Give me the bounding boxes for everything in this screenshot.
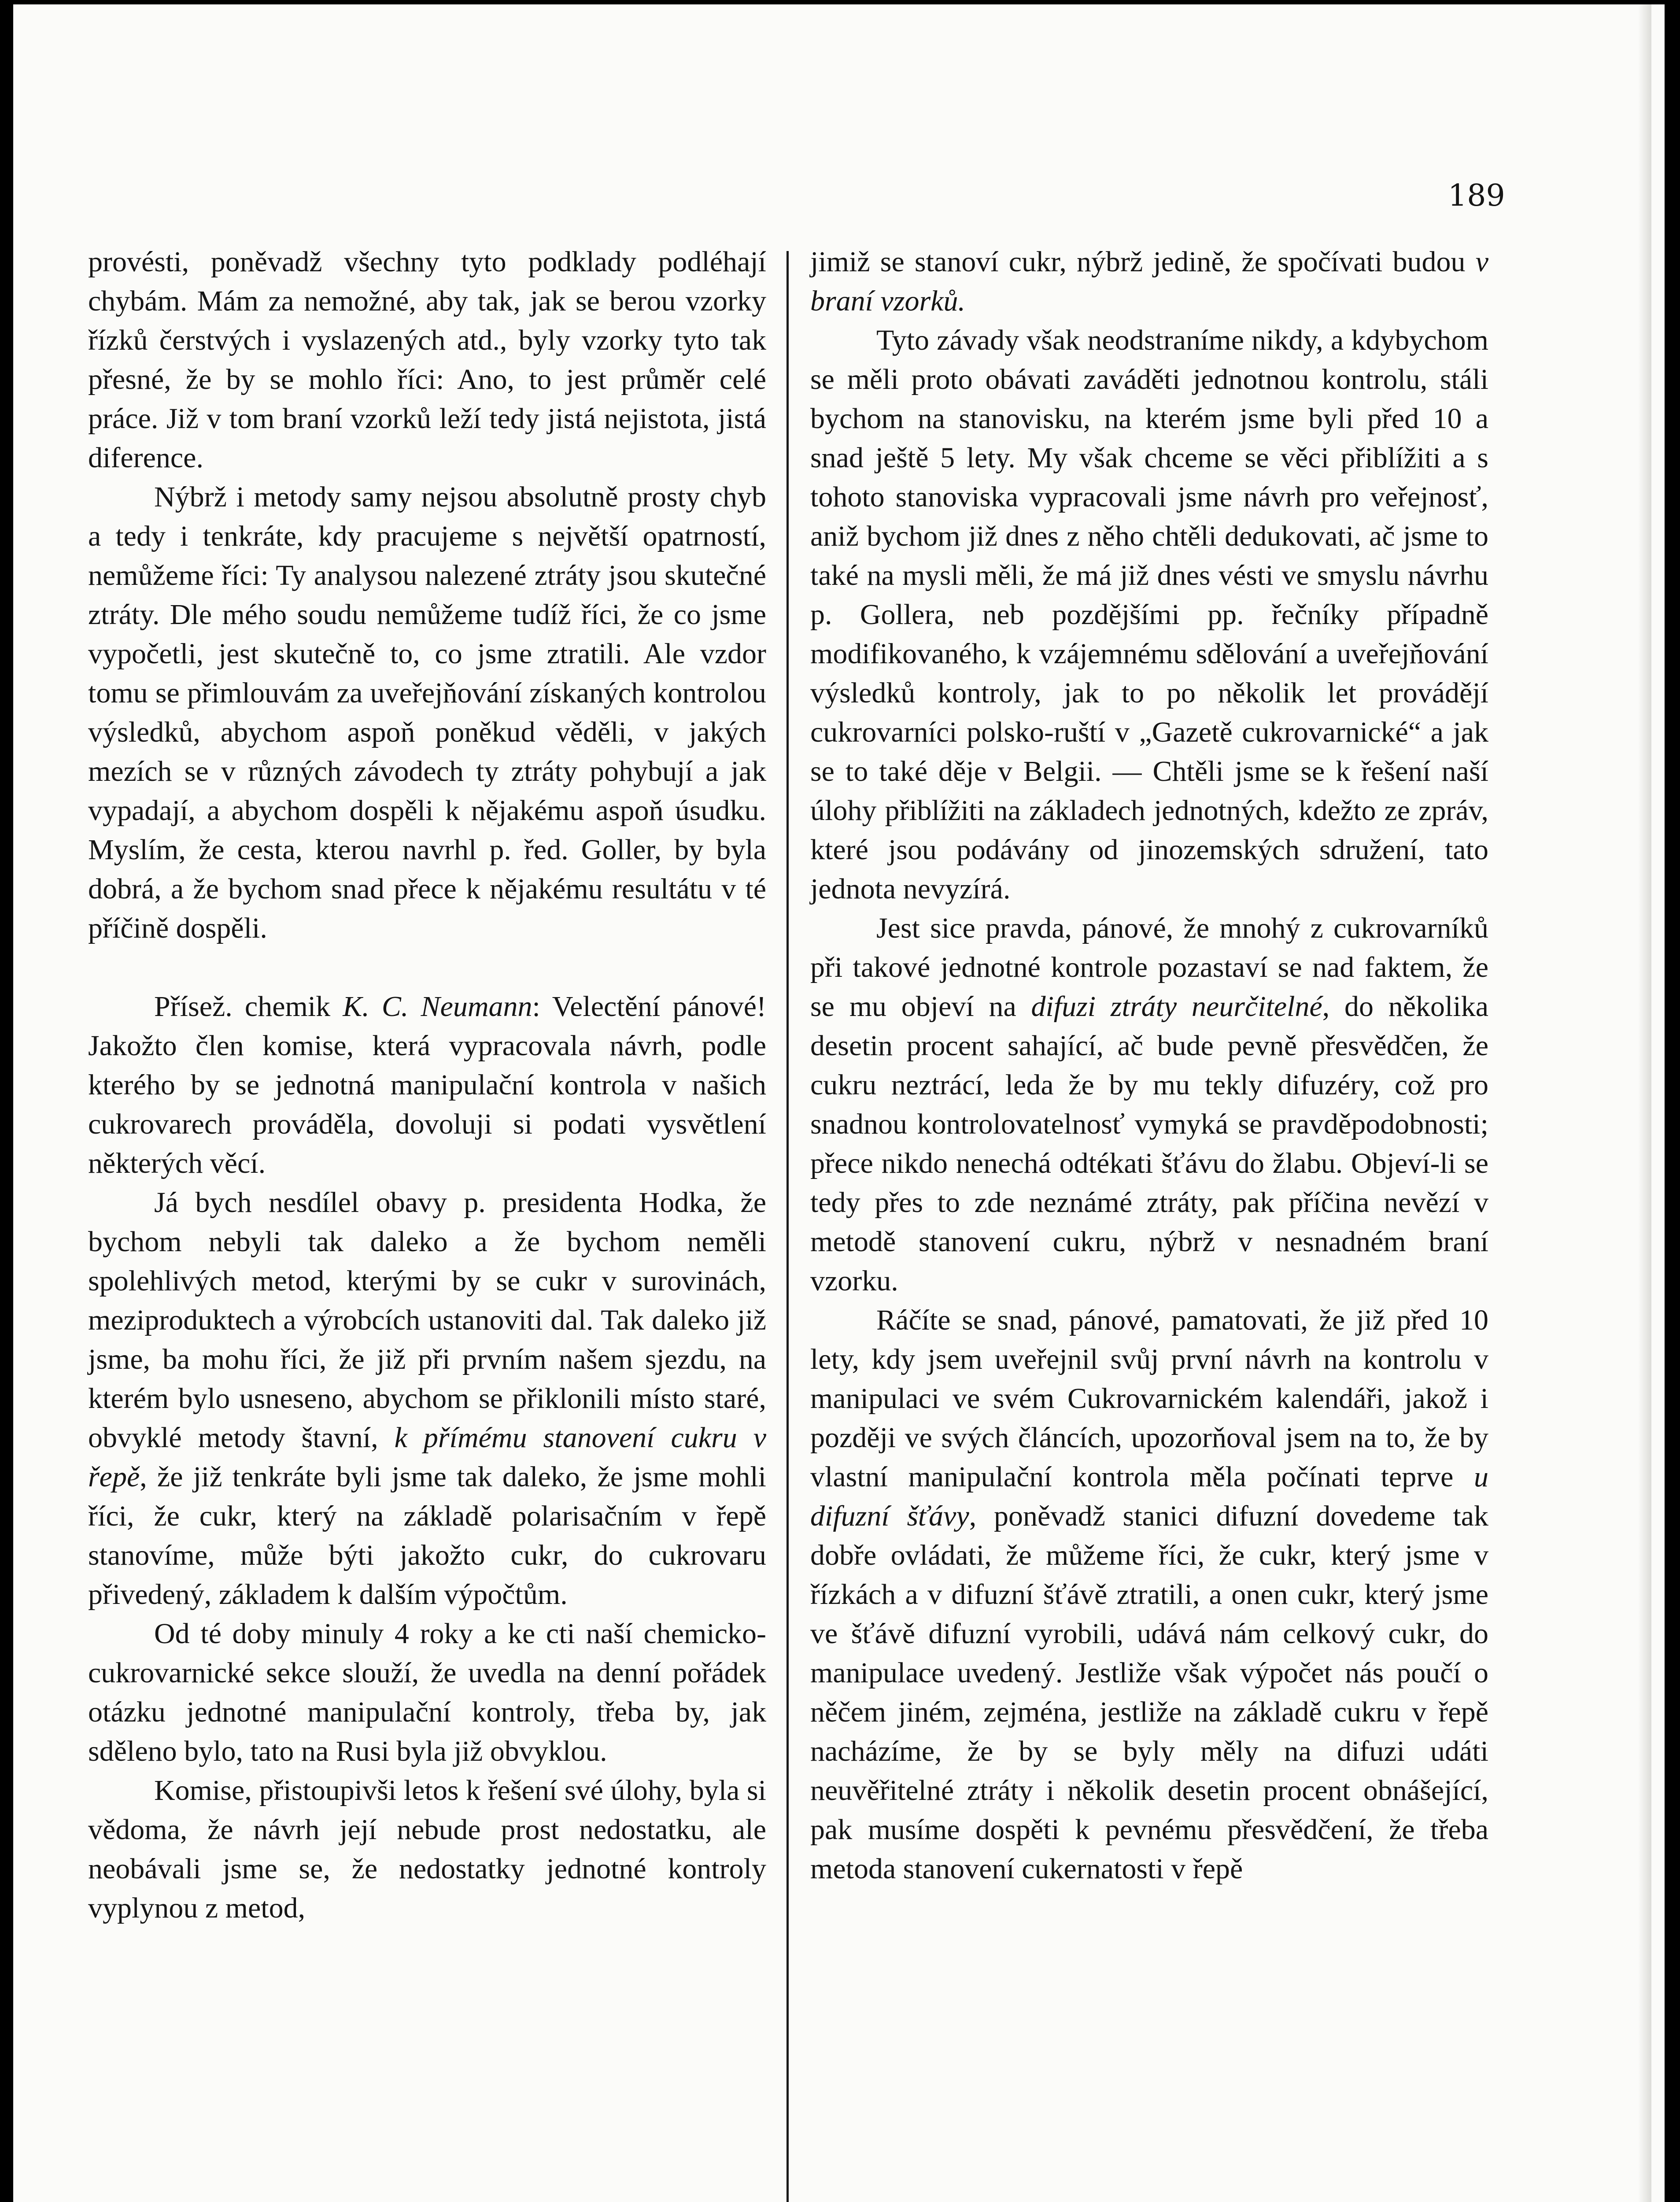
emphasis-text: v braní vzorků. bbox=[810, 246, 1488, 317]
paragraph-text: Ráčíte se snad, pánové, pamatovati, že již před 10 lety, kdy jsem uveřejnil svůj první návrh na kontrolu v manipulaci ve svém Cukrovarnickém kalendáři, jakož i později ve svých článcích, upozorňoval jsem na to, že by vlastní manipulační kontrola měla počínati teprve bbox=[810, 1304, 1488, 1493]
speaker-intro: Přísež. chemik bbox=[154, 990, 343, 1023]
paragraph-text: jimiž se stanoví cukr, nýbrž jedině, že spočívati budou bbox=[810, 246, 1476, 278]
speech-text: : Velectění pánové! Jakožto člen komise, která vypracovala návrh, podle kterého by se jednotná manipulační kontrola v našich cukrovarech prováděla, dovoluji si podati vysvětlení některých věcí. bbox=[88, 990, 766, 1179]
speaker-name: K. C. Neumann bbox=[343, 990, 532, 1023]
paragraph: Nýbrž i metody samy nejsou absolutně prosty chyb a tedy i tenkráte, kdy pracujeme s největší opatrností, nemůžeme říci: Ty analysou nalezené ztráty jsou skutečné ztráty. Dle mého soudu nemůžeme tudíž říci, že co jsme vypočetli, jest skutečně to, co jsme ztratili. Ale vzdor tomu se přimlouvám za uveřejňování získaných kontrolou výsledků, abychom aspoň poněkud věděli, v jakých mezích se v různých závodech ty ztráty pohybují a jak vypadají, a abychom dospěli k nějakému aspoň úsudku. Myslím, že cesta, kterou navrhl p. řed. Goller, by byla dobrá, a že bychom snad přece k nějakému resultátu v té příčině dospěli. bbox=[88, 481, 766, 944]
page-edge-shadow bbox=[1638, 4, 1651, 2202]
paragraph-text: , že již tenkráte byli jsme tak daleko, že jsme mohli říci, že cukr, který na základě polarisačním v řepě stanovíme, může býti jakožto cukr, do cukrovaru přivedený, základem k dalším výpočtům. bbox=[88, 1461, 766, 1611]
paragraph: Tyto závady však neodstraníme nikdy, a kdybychom se měli proto obávati zaváděti jednotnou kontrolu, stáli bychom na stanovisku, na kterém jsme byli před 10 a snad ještě 5 lety. My však chceme se věci přiblížiti a s tohoto stanoviska vypracovali jsme návrh pro veřejnosť, aniž bychom již dnes z něho chtěli dedukovati, ač jsme to také na mysli měli, že má již dnes vésti ve smyslu návrhu p. Gollera, neb pozdějšími pp. řečníky případně modifikovaného, k vzájemnému sdělování a uveřejňování výsledků kontroly, jak to po několik let provádějí cukrovarníci polsko-ruští v „Gazetě cukrovarnické“ a jak se to také děje v Belgii. — Chtěli jsme se k řešení naší úlohy přiblížiti na základech jednotných, kdežto ze zpráv, které jsou podávány od jinozemských sdružení, tato jednota nevyzírá. bbox=[810, 324, 1488, 905]
paragraph bbox=[88, 1183, 766, 1614]
emphasis-text: k přímému stanovení cukru v řepě bbox=[88, 1422, 766, 1493]
left-column bbox=[88, 242, 766, 1928]
document-page bbox=[13, 4, 1665, 2202]
paragraph: Komise, přistoupivši letos k řešení své úlohy, byla si vědoma, že návrh její nebude prost nedostatku, ale neobávali jsme se, že nedostatky jednotné kontroly vyplynou z metod, bbox=[88, 1774, 766, 1924]
emphasis-text: u difuzní šťávy bbox=[810, 1461, 1488, 1532]
paragraph-text: , poněvadž stanici difuzní dovedeme tak dobře ovládati, že můžeme říci, že cukr, který jsme v řízkách a v difuzní šťávě ztratili, a onen cukr, který jsme ve šťávě difuzní vyrobili, udává nám celkový cukr, do manipulace uvedený. Jestliže však výpočet nás poučí o něčem jiném, zejména, jestliže na základě cukru v řepě nacházíme, že by se byly měly na difuzi udáti neuvěřitelné ztráty i několik desetin procent obnášející, pak musíme dospěti k pevnému přesvědčení, že třeba metoda stanovení cukernatosti v řepě bbox=[810, 1500, 1488, 1885]
paragraph: Od té doby minuly 4 roky a ke cti naší chemicko-cukrovarnické sekce slouží, že uvedla na denní pořádek otázku jednotné manipulační kontroly, třeba by, jak sděleno bylo, tato na Rusi byla již obvyklou. bbox=[88, 1618, 766, 1767]
paragraph bbox=[810, 242, 1488, 321]
paragraph-text: Já bych nesdílel obavy p. presidenta Hodka, že bychom nebyli tak daleko a že bychom neměli spolehlivých metod, kterými by se cukr v surovinách, meziproduktech a výrobcích ustanoviti dal. Tak daleko již jsme, ba mohu říci, že již při prvním našem sjezdu, na kterém bylo usneseno, abychom se přiklonili místo staré, obvyklé metody štavní, bbox=[88, 1186, 766, 1454]
paragraph: provésti, poněvadž všechny tyto podklady podléhají chybám. Mám za nemožné, aby tak, jak se berou vzorky řízků čerstvých i vyslazených atd., byly vzorky tyto tak přesné, že by se mohlo říci: Ano, to jest průměr celé práce. Již v tom braní vzorků leží tedy jistá nejistota, jistá diference. bbox=[88, 246, 766, 474]
column-divider bbox=[786, 251, 789, 2202]
page-number: 189 bbox=[1448, 178, 1505, 213]
right-column bbox=[810, 242, 1488, 1888]
paragraph bbox=[810, 909, 1488, 1301]
paragraph-text: Jest sice pravda, pánové, že mnohý z cukrovarníků při takové jednotné kontrole pozastaví se nad faktem, že se mu objeví na bbox=[810, 912, 1488, 1023]
paragraph-text: , do několika desetin procent sahající, ač bude pevně přesvědčen, že cukru neztrácí, leda že by mu tekly difuzéry, což pro snadnou kontrolovatelnosť vymyká se pravděpodobnosti; přece nikdo nenechá odtékati šťávu do žlabu. Objeví-li se tedy přes to zde neznámé ztráty, pak příčina nevězí v metodě stanovení cukru, nýbrž v nesnadném braní vzorku. bbox=[810, 990, 1488, 1297]
emphasis-text: difuzi ztráty neurčitelné bbox=[1031, 990, 1322, 1023]
paragraph bbox=[810, 1301, 1488, 1888]
speaker-paragraph bbox=[88, 987, 766, 1183]
